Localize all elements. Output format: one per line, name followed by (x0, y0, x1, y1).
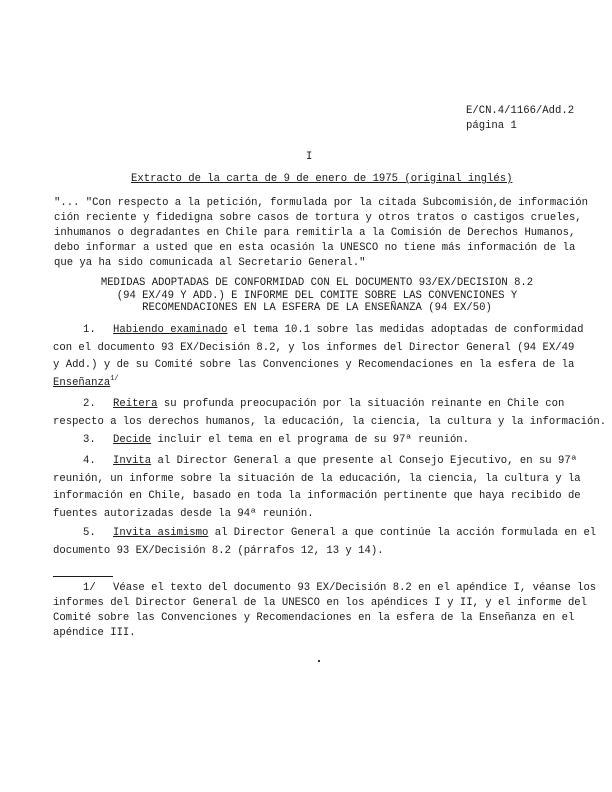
footnote (53, 581, 597, 641)
paragraph-number: 4. (83, 455, 96, 467)
quote-line: inhumanos o degradantes en Chile para remitirla a la Comisión de Derechos Humanos, (54, 227, 576, 239)
resolution-heading (52, 277, 582, 315)
quote-line: que ya ha sido comunicada al Secretario General." (54, 257, 366, 269)
paragraph-line: información en Chile, basado en toda la información pertinente que haya recibido de (53, 490, 581, 502)
footnote-divider (53, 576, 113, 577)
paragraph-line: y Add.) y de su Comité sobre las Convenciones y Recomendaciones en la esfera de la (53, 359, 575, 371)
paragraph-5 (53, 525, 597, 560)
page-speck (318, 660, 320, 662)
paragraph-2 (53, 396, 607, 431)
heading-line: MEDIDAS ADOPTADAS DE CONFORMIDAD CON EL DOCUMENTO 93/EX/DECISION 8.2 (100, 277, 534, 289)
letter-title: Extracto de la carta de 9 de enero de 1975 (original inglés) (131, 173, 513, 185)
paragraph-line (53, 375, 583, 393)
paragraph-text: el tema 10.1 sobre las medidas adoptadas de conformidad (227, 324, 584, 336)
paragraph-line: fuentes autorizadas desde la 94ª reunión. (53, 507, 314, 520)
quote-line: ción reciente y fidedigna sobre casos de tortura y otros tratos o castigos crueles, (54, 212, 582, 224)
paragraph-text: al Director General a que continúe la acción formulada en el (208, 527, 597, 539)
paragraph-lead: Reitera (113, 398, 158, 410)
footnote-number: 1/ (83, 582, 96, 594)
paragraph-4 (53, 453, 583, 523)
paragraph-number: 2. (83, 398, 96, 410)
paragraph-first-line (53, 453, 583, 471)
paragraph-line: con el documento 93 EX/Decisión 8.2, y los informes del Director General (94 EX/49 (53, 341, 575, 354)
document-reference (466, 104, 574, 134)
section-number: I (306, 151, 313, 163)
paragraph-text: su profunda preocupación por la situación reinante en Chile con (157, 398, 565, 410)
paragraph-line: respecto a los derechos humanos, la educación, la ciencia, la cultura y la información. (53, 415, 607, 428)
paragraph-lead: Decide (113, 434, 152, 446)
paragraph-lead: Invita asimismo (113, 527, 209, 539)
footnote-line: apéndice III. (53, 627, 136, 639)
paragraph-3 (53, 432, 583, 450)
paragraph-first-line (53, 396, 583, 414)
paragraph-line: documento 93 EX/Decisión 8.2 (párrafos 12, 13 y 14). (53, 544, 384, 557)
heading-line: (94 EX/49 Y ADD.) E INFORME DEL COMITE SOBRE LAS CONVENCIONES Y (116, 289, 518, 302)
footnote-marker: 1/ (110, 374, 119, 383)
footnote-line: Comité sobre las Convenciones y Recomendaciones en la esfera de la Enseñanza en el (53, 612, 575, 624)
paragraph-text: incluir el tema en el programa de su 97ª reunión. (151, 434, 470, 446)
doc-ref: E/CN.4/1166/Add.2 (466, 105, 575, 117)
quote-line: debo informar a usted que en esta ocasión la UNESCO no tiene más información de la (54, 242, 576, 254)
paragraph-number: 3. (83, 434, 96, 446)
paragraph-text: Enseñanza (53, 376, 111, 389)
letter-quote (54, 196, 589, 271)
paragraph-first-line (53, 322, 583, 340)
quote-line: "... "Con respecto a la petición, formulada por la citada Subcomisión,de información (54, 197, 589, 209)
page-label: página 1 (466, 120, 517, 132)
paragraph-lead: Invita (113, 455, 152, 467)
footnote-first-line (53, 581, 597, 596)
paragraph-1 (53, 322, 583, 392)
paragraph-lead: Habiendo examinado (113, 324, 228, 336)
paragraph-first-line (53, 525, 597, 543)
paragraph-first-line (53, 432, 583, 450)
paragraph-line: reunión, un informe sobre la situación de la educación, la ciencia, la cultura y la (53, 472, 581, 485)
paragraph-text: al Director General a que presente al Consejo Ejecutivo, en su 97ª (151, 455, 578, 467)
footnote-line: informes del Director General de la UNESCO en los apéndices I y II, y el informe del (53, 597, 588, 609)
paragraph-number: 1. (83, 324, 96, 336)
footnote-text: Véase el texto del documento 93 EX/Decisión 8.2 en el apéndice I, véanse los (113, 582, 597, 594)
paragraph-number: 5. (83, 527, 96, 539)
heading-line: RECOMENDACIONES EN LA ESFERA DE LA ENSEÑANZA (94 EX/50) (142, 302, 492, 314)
